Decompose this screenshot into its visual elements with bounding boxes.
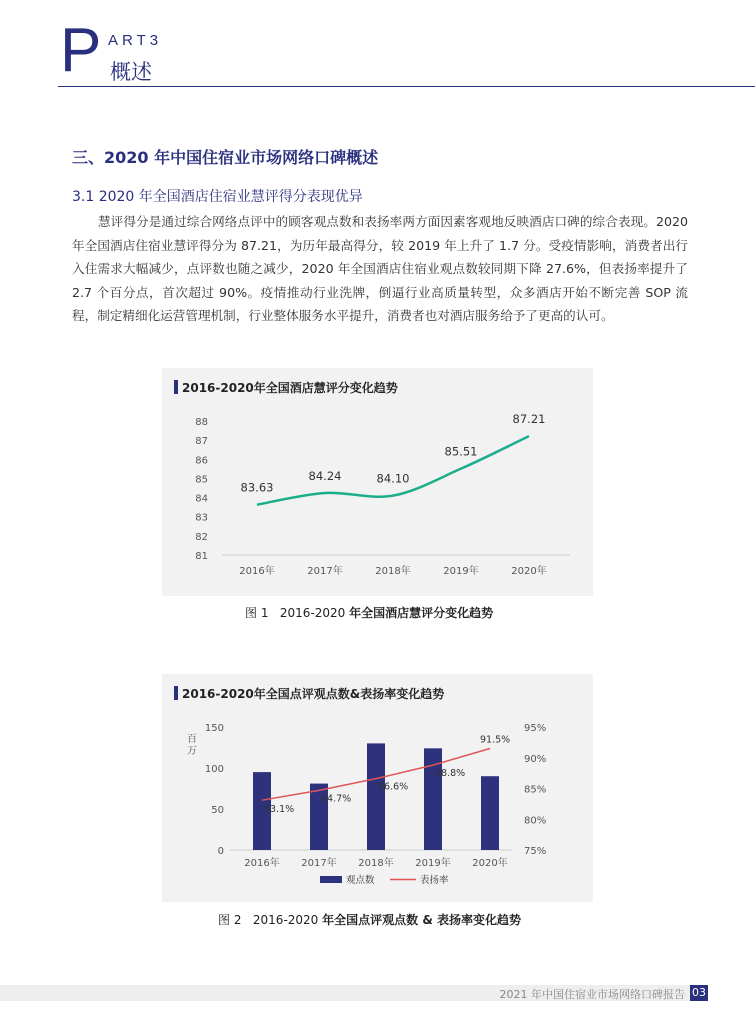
right-tick-label: 85% xyxy=(524,784,547,796)
chart2-title: 2016-2020年全国点评观点数&表扬率变化趋势 xyxy=(174,685,444,702)
chart1-title: 2016-2020年全国酒店慧评分变化趋势 xyxy=(174,379,398,396)
rate-label: 86.6% xyxy=(378,781,409,793)
legend-bar-label: 观点数 xyxy=(346,875,375,886)
rate-label: 84.7% xyxy=(321,793,352,805)
data-label: 85.51 xyxy=(444,444,478,459)
x-tick-label: 2016年 xyxy=(239,566,275,577)
right-tick-label: 90% xyxy=(524,753,547,765)
data-label: 84.10 xyxy=(376,471,410,486)
y-tick-label: 85 xyxy=(195,474,208,486)
left-tick-label: 50 xyxy=(211,805,224,816)
rate-label: 88.8% xyxy=(435,768,466,780)
body-paragraph: 慧评得分是通过综合网络点评中的顾客观点数和表扬率两方面因素客观地反映酒店口碑的综合表现。2020 年全国酒店住宿业慧评得分为 87.21，为历年最高得分，较 2019 年上升了 1.7 分。受疫情影响，消费者出行入住需求大幅减少，点评数也随之减少，2020 年全国酒店住宿业观点数较同期下降 27.6%，但表扬率提升了 2.7 个百分点，首次超过 90%。疫情推动行业洗牌，倒逼行业高质量转型，众多酒店开始不断完善 SOP 流程，制定精细化运营管理机制，行业整体服务水平提升，消费者也对酒店服务给予了更高的认可。 xyxy=(72,214,688,324)
figure2-text: 年全国点评观点数 & 表扬率变化趋势 xyxy=(322,913,521,927)
chart1-svg xyxy=(162,368,593,596)
right-tick-label: 80% xyxy=(524,815,547,827)
y-tick-label: 84 xyxy=(195,493,208,505)
header-divider xyxy=(58,86,755,87)
bar xyxy=(367,743,385,850)
y-tick-label: 86 xyxy=(195,455,208,467)
legend-line-label: 表扬率 xyxy=(420,875,449,886)
figure1-caption xyxy=(245,604,493,621)
rate-label: 91.5% xyxy=(480,734,511,746)
x-tick-label: 2018年 xyxy=(358,858,394,869)
x-tick-label: 2017年 xyxy=(301,858,337,869)
part-label: ART3 xyxy=(108,32,163,49)
right-tick-label: 75% xyxy=(524,846,547,857)
y-tick-label: 81 xyxy=(195,551,208,562)
chart2-svg xyxy=(162,674,593,902)
data-label: 84.24 xyxy=(308,468,342,483)
figure2-caption xyxy=(218,911,521,928)
data-label: 87.21 xyxy=(512,412,546,427)
y-tick-label: 82 xyxy=(195,531,208,543)
x-tick-label: 2019年 xyxy=(443,566,479,577)
subsection-title: 3.1 2020 年全国酒店住宿业慧评得分表现优异 xyxy=(72,189,363,205)
left-axis-label: 万 xyxy=(187,746,197,757)
left-tick-label: 150 xyxy=(204,723,224,734)
part-letter: P xyxy=(60,16,102,85)
footer-report-title: 2021 年中国住宿业市场网络口碑报告 xyxy=(499,988,685,1001)
x-tick-label: 2020年 xyxy=(511,566,547,577)
left-tick-label: 100 xyxy=(204,764,224,775)
left-axis-label: 百 xyxy=(187,734,197,745)
x-tick-label: 2017年 xyxy=(307,566,343,577)
figure2-label: 图 2 xyxy=(218,913,242,927)
bar xyxy=(481,776,499,850)
figure1-text: 年全国酒店慧评分变化趋势 xyxy=(349,606,494,620)
figure2-year: 2016-2020 xyxy=(252,913,319,927)
figure1-label: 图 1 xyxy=(245,606,269,620)
section-title: 三、2020 年中国住宿业市场网络口碑概述 xyxy=(72,148,379,167)
legend-bar-swatch xyxy=(320,876,342,883)
figure1-year: 2016-2020 xyxy=(279,606,346,620)
y-tick-label: 87 xyxy=(195,436,208,448)
x-tick-label: 2016年 xyxy=(244,858,280,869)
rate-label: 83.1% xyxy=(264,804,295,816)
x-tick-label: 2018年 xyxy=(375,566,411,577)
data-label: 83.63 xyxy=(240,480,274,495)
page-number: 03 xyxy=(692,986,706,999)
score-line xyxy=(257,436,529,505)
left-tick-label: 0 xyxy=(217,846,224,857)
x-tick-label: 2019年 xyxy=(415,858,451,869)
right-tick-label: 95% xyxy=(524,723,547,734)
y-tick-label: 88 xyxy=(195,417,208,428)
part-subtitle: 概述 xyxy=(110,60,152,84)
x-tick-label: 2020年 xyxy=(472,858,508,869)
y-tick-label: 83 xyxy=(195,512,208,524)
